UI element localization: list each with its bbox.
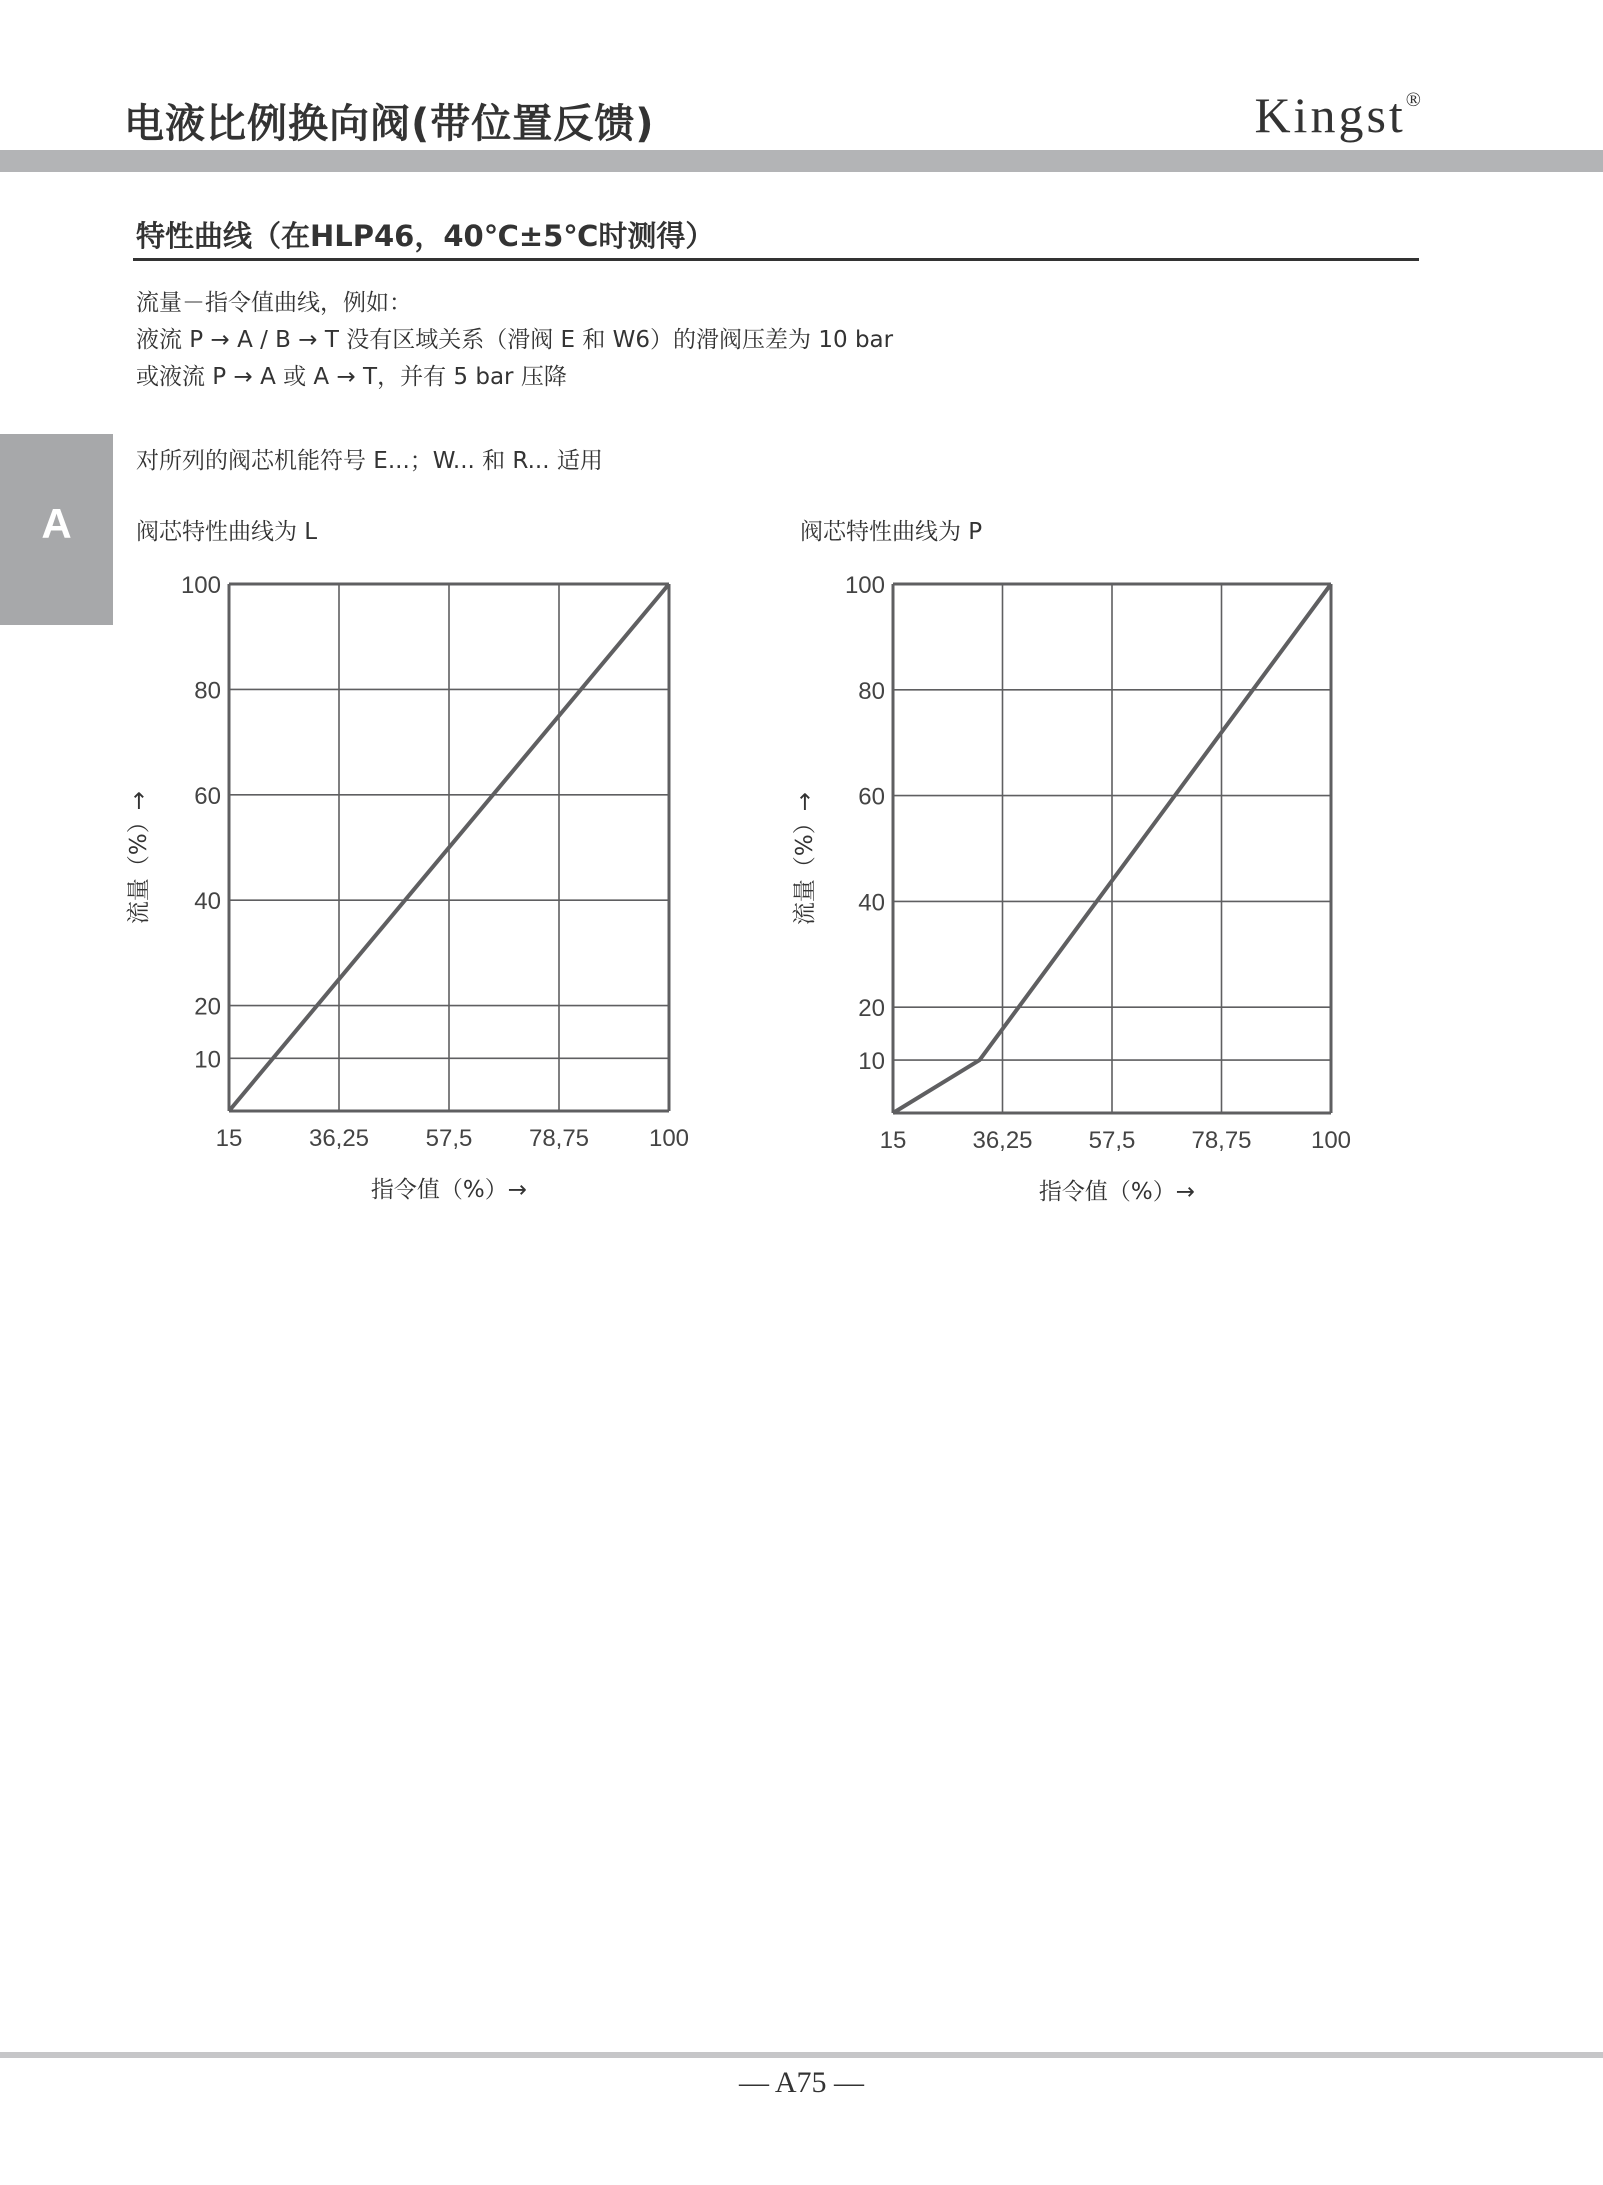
- y-tick-label: 20: [194, 993, 221, 1021]
- x-tick-label: 36,25: [308, 1125, 370, 1152]
- footer-rule: [0, 2052, 1603, 2058]
- x-tick-label: 36,25: [972, 1127, 1033, 1154]
- x-tick-label: 78,75: [528, 1125, 590, 1152]
- y-tick-label: 10: [194, 1046, 221, 1074]
- x-tick-label: 78,75: [1191, 1127, 1252, 1154]
- y-tick-label: 20: [858, 995, 885, 1023]
- chart-p-caption: 阀芯特性曲线为 P: [800, 519, 983, 545]
- x-axis-label: 指令值（%）→: [370, 1177, 528, 1203]
- y-tick-label: 60: [858, 783, 885, 811]
- chart-l-caption: 阀芯特性曲线为 L: [136, 519, 318, 545]
- y-axis-label: 流量（%）→: [126, 790, 152, 925]
- intro-line-2: 液流 P → A / B → T 没有区域关系（滑阀 E 和 W6）的滑阀压差为 10 bar: [136, 327, 894, 353]
- y-tick-label: 40: [858, 889, 885, 917]
- section-title: 特性曲线（在HLP46，40℃±5℃时测得）: [136, 219, 715, 253]
- y-tick-label: 80: [858, 677, 885, 705]
- registered-mark: ®: [1405, 89, 1421, 111]
- applies-to-note: 对所列的阀芯机能符号 E...；W... 和 R... 适用: [136, 448, 603, 474]
- x-tick-label: 100: [1310, 1127, 1352, 1154]
- y-tick-label: 100: [844, 572, 885, 599]
- x-axis-label: 指令值（%）→: [1038, 1179, 1196, 1205]
- x-tick-label: 57,5: [425, 1125, 473, 1152]
- y-tick-label: 60: [194, 782, 221, 810]
- y-axis-label: 流量（%）→: [792, 791, 818, 926]
- side-tab-letter: A: [41, 500, 72, 547]
- y-tick-label: 80: [194, 677, 221, 705]
- document-title: 电液比例换向阀(带位置反馈): [124, 101, 655, 147]
- x-tick-label: 15: [215, 1125, 243, 1152]
- x-tick-label: 100: [648, 1125, 690, 1152]
- y-tick-label: 10: [858, 1048, 885, 1076]
- page-number: — A75 —: [738, 2066, 864, 2099]
- y-tick-label: 100: [180, 572, 221, 599]
- intro-line-1: 流量－指令值曲线，例如：: [136, 290, 412, 316]
- x-tick-label: 15: [879, 1127, 907, 1154]
- brand-name: Kingst: [1254, 87, 1406, 143]
- intro-line-3: 或液流 P → A 或 A → T，并有 5 bar 压降: [136, 364, 567, 390]
- y-tick-label: 40: [194, 888, 221, 916]
- x-tick-label: 57,5: [1088, 1127, 1136, 1154]
